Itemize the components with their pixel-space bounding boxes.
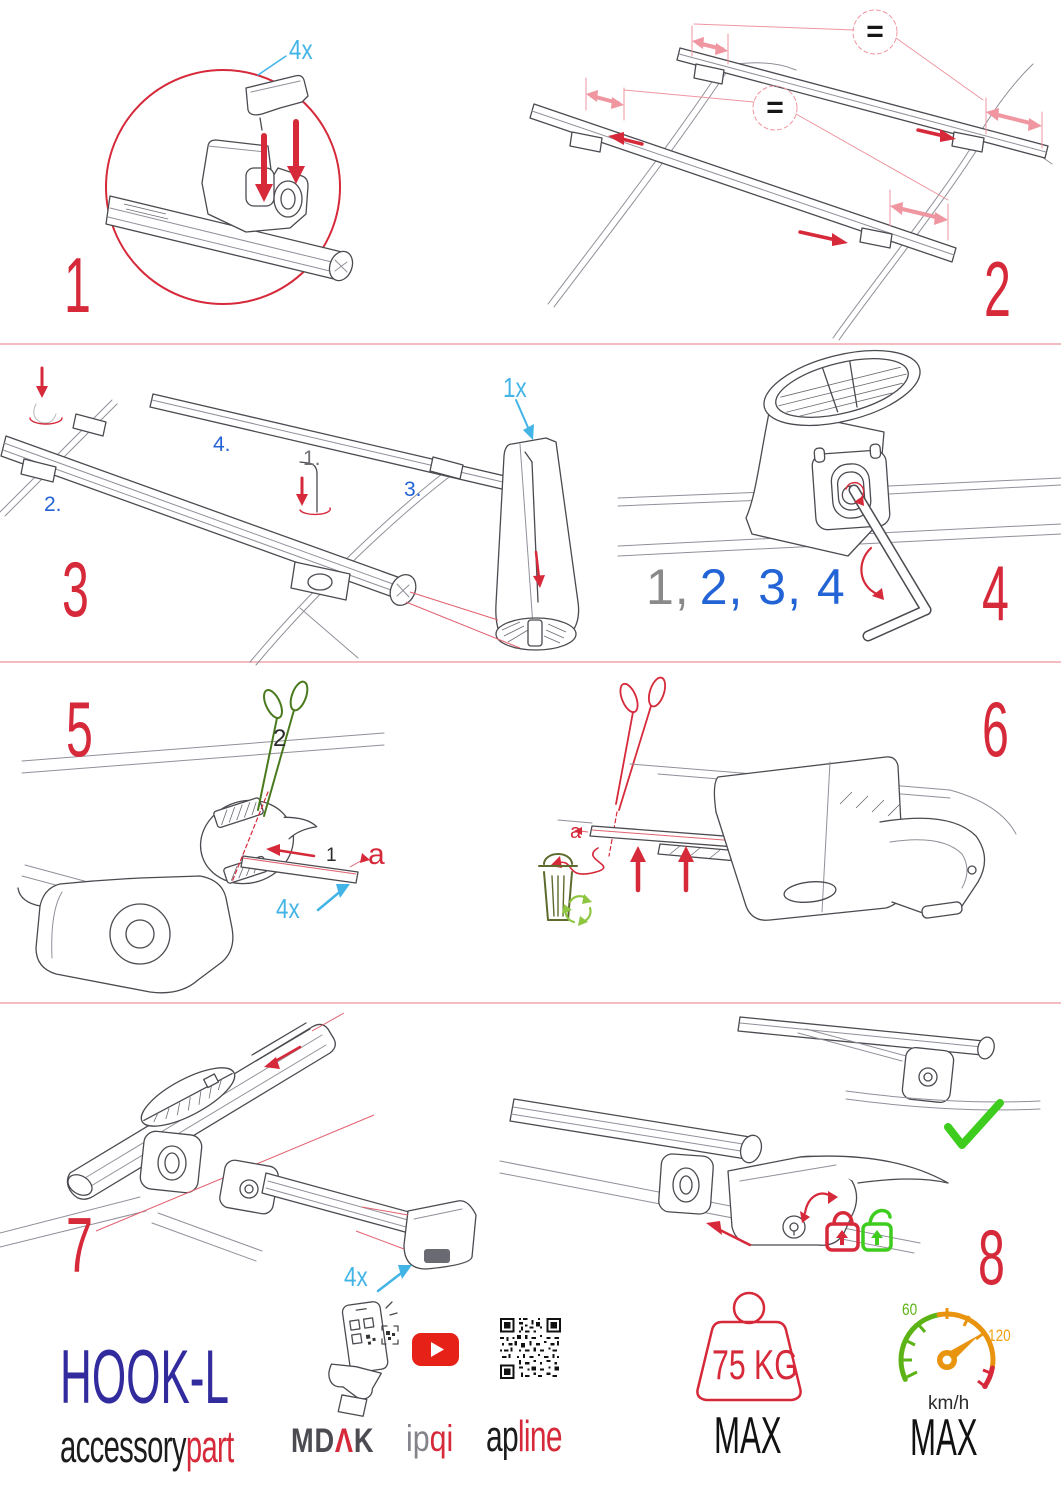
step6-letter-a: a	[570, 821, 582, 843]
qr-code	[500, 1318, 561, 1379]
sequence-done: 1,	[646, 559, 690, 615]
step5-letter-a: a	[368, 838, 385, 871]
step8-illustration	[500, 1005, 1061, 1305]
section-divider	[0, 343, 1061, 345]
step4-number: 4	[982, 549, 1008, 637]
step3-sublabel-1: 1.	[303, 447, 321, 470]
equals-symbol: =	[766, 91, 784, 124]
step3-sublabel-2: 2.	[44, 493, 62, 516]
ipqi-gray: ip	[406, 1418, 430, 1459]
speed-unit-label: km/h	[928, 1393, 970, 1414]
step8-number: 8	[978, 1213, 1004, 1301]
clamp-block	[658, 1153, 714, 1214]
speed-max-label: MAX	[910, 1409, 978, 1467]
apline-black: ap	[486, 1412, 518, 1461]
step1-qty-label: 4x	[289, 34, 313, 65]
mdak-lambda: Λ	[334, 1422, 354, 1460]
step1-number: 1	[64, 241, 90, 329]
step2-number: 2	[984, 245, 1010, 333]
sequence-next: 2, 3, 4	[699, 559, 846, 615]
phone-qr-scan-icon	[320, 1298, 400, 1404]
step5-scissors-label: 2	[273, 725, 287, 752]
step1-illustration	[50, 18, 400, 333]
weight-max-label: MAX	[714, 1407, 782, 1465]
youtube-icon	[412, 1333, 459, 1366]
lockable-cover	[728, 1156, 948, 1245]
section-divider	[0, 1002, 1061, 1004]
speed-max-value: 120	[988, 1326, 1011, 1345]
product-name: HOOK-L	[60, 1335, 230, 1420]
brand-logo	[60, 1421, 234, 1472]
step7-number: 7	[66, 1201, 92, 1289]
clamp-block	[139, 1130, 203, 1194]
end-cap	[404, 1201, 476, 1269]
step4-sequence	[646, 559, 846, 615]
step3-sublabel-3: 3.	[404, 478, 422, 501]
logo-mdak	[291, 1424, 374, 1458]
ipqi-red: qi	[429, 1418, 454, 1459]
step5-number: 5	[66, 685, 92, 773]
apline-red: line	[517, 1412, 562, 1461]
logo-apline	[486, 1412, 562, 1461]
step3-qty-label: 1x	[503, 372, 527, 403]
clamp-foot	[18, 876, 233, 993]
step2-illustration	[528, 8, 1055, 338]
fairing-tube	[496, 438, 579, 650]
brand-black: accessory	[60, 1421, 186, 1472]
brand-red: part	[185, 1421, 234, 1472]
logo-ipqi	[406, 1420, 453, 1457]
mdak-md: MD	[291, 1422, 335, 1460]
step3-sublabel-4: 4.	[213, 433, 231, 456]
finished-assembly	[738, 1017, 1040, 1110]
measure-left	[586, 78, 624, 120]
recycle-icon	[562, 894, 592, 926]
speed-min-label: 60	[902, 1300, 918, 1319]
weight-value: 75 KG	[712, 1341, 798, 1388]
step3-illustration	[0, 352, 620, 660]
step7-qty-label: 4x	[344, 1261, 368, 1292]
clamp-body	[714, 757, 984, 920]
mdak-k: K	[353, 1422, 375, 1460]
step3-number: 3	[62, 545, 88, 633]
step6-number: 6	[982, 685, 1008, 773]
step5-strip-label: 1	[326, 845, 337, 866]
step5-qty-label: 4x	[276, 893, 300, 924]
equals-symbol: =	[866, 15, 884, 48]
